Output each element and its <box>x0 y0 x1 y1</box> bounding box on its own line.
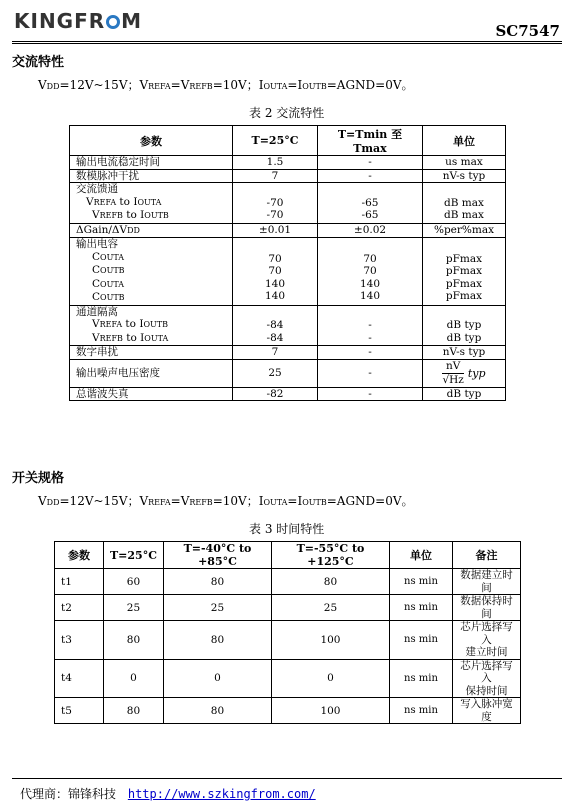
col-header-t125: T=-55°C to +125°C <box>271 542 389 569</box>
trange-cell <box>318 223 423 238</box>
note-cell <box>452 698 520 724</box>
table2-caption: 表 2 交流特性 <box>249 106 325 120</box>
table-row <box>70 346 506 360</box>
t25-cell-line <box>239 240 311 253</box>
trange-cell-line: - <box>368 366 372 379</box>
t85-cell: 0 <box>163 659 271 698</box>
unit-cell-line <box>429 184 499 197</box>
t25-cell <box>233 238 318 306</box>
t85-cell: 80 <box>163 621 271 660</box>
param-cell-line: 输出电容 <box>76 238 118 250</box>
param-cell <box>70 156 233 170</box>
param-cell-line: 输出噪声电压密度 <box>76 366 160 379</box>
param-cell-line: VREFA to IOUTA <box>86 195 162 208</box>
trange-cell <box>318 359 423 387</box>
t125-cell: 25 <box>271 595 389 621</box>
param-cell-line: 数字串扰 <box>76 346 118 358</box>
trange-cell-line: - <box>368 387 372 400</box>
trange-cell <box>318 238 423 306</box>
unit-cell <box>423 346 506 360</box>
t25-cell <box>233 305 318 346</box>
note-cell-line: 写入脉冲宽度 <box>460 698 513 723</box>
table-row <box>55 698 521 724</box>
t25-cell-line: 1.5 <box>266 156 284 168</box>
t25-cell-line: 25 <box>268 366 282 379</box>
param-cell-line: VREFB to IOUTB <box>92 209 169 221</box>
trange-cell-line: - <box>368 331 372 344</box>
param-cell: t4 <box>55 659 104 698</box>
t25-cell-line: -70 <box>266 209 284 221</box>
header-rule-2 <box>12 43 562 44</box>
t25-cell-line: 140 <box>264 290 286 302</box>
unit-cell-line: us max <box>445 156 483 168</box>
t25-cell-line: 70 <box>268 252 282 265</box>
note-cell <box>452 659 520 698</box>
unit-cell <box>423 169 506 183</box>
t125-cell: 0 <box>271 659 389 698</box>
param-cell: t5 <box>55 698 104 724</box>
trange-cell <box>318 305 423 346</box>
t25-cell-line: 7 <box>271 169 279 182</box>
table-row <box>70 156 506 170</box>
param-cell-line: 交流馈通 <box>76 183 118 195</box>
trange-cell-line: 70 <box>363 265 377 277</box>
t25-cell <box>233 346 318 360</box>
trange-cell <box>318 183 423 224</box>
note-cell <box>452 621 520 660</box>
t25-cell-line: 140 <box>264 277 286 290</box>
unit-cell-line: nV-s typ <box>442 169 486 182</box>
param-cell <box>70 223 233 238</box>
param-cell-line: 通道隔离 <box>76 305 118 318</box>
param-cell: t3 <box>55 621 104 660</box>
param-cell <box>70 183 233 224</box>
agent-label: 代理商：锦锋科技 <box>20 787 117 801</box>
t25-cell <box>233 169 318 183</box>
param-cell-line: COUTB <box>92 264 125 276</box>
t25-cell-line <box>239 307 311 320</box>
table-row <box>70 359 506 387</box>
ac-conditions: VDD=12V~15V；VREFA=VREFB=10V；IOUTA=IOUTB=AGND=0V。 <box>38 78 414 92</box>
t25-cell-line: -84 <box>266 319 284 331</box>
unit-cell-line: dB max <box>444 209 484 221</box>
unit-cell-line: dB max <box>444 196 484 209</box>
t25-cell <box>233 183 318 224</box>
param-cell <box>70 387 233 401</box>
param-cell <box>70 169 233 183</box>
unit-cell: ns min <box>389 621 452 660</box>
t25-cell-line: 70 <box>268 265 282 277</box>
table-row <box>70 387 506 401</box>
t25-cell: 25 <box>104 595 164 621</box>
param-cell: t1 <box>55 569 104 595</box>
table-row <box>55 595 521 621</box>
table-row <box>55 621 521 660</box>
t25-cell-line: -70 <box>266 196 284 209</box>
t25-cell-line: -82 <box>266 387 284 400</box>
t25-cell <box>233 156 318 170</box>
trange-cell <box>318 169 423 183</box>
trange-cell-line: 140 <box>359 290 381 302</box>
t25-cell: 60 <box>104 569 164 595</box>
param-cell-line: COUTA <box>92 250 125 263</box>
trange-cell <box>318 387 423 401</box>
unit-cell <box>423 359 506 387</box>
note-cell <box>452 569 520 595</box>
param-cell <box>70 346 233 360</box>
table3-caption: 表 3 时间特性 <box>249 522 325 536</box>
unit-cell-line: pFmax <box>445 265 483 277</box>
unit-cell-line: pFmax <box>445 252 483 265</box>
logo-ring-icon <box>106 15 120 29</box>
trange-cell-line <box>324 240 416 253</box>
unit-cell-line: dB typ <box>446 387 482 400</box>
note-cell <box>452 595 520 621</box>
unit-cell <box>423 183 506 224</box>
trange-cell-line: - <box>368 156 372 168</box>
footer <box>20 785 316 802</box>
t85-cell: 80 <box>163 698 271 724</box>
unit-cell-line: %per%max <box>433 224 495 236</box>
trange-cell <box>318 346 423 360</box>
part-number: SC7547 <box>495 22 560 40</box>
unit-cell <box>423 238 506 306</box>
param-cell-line: 输出电流稳定时间 <box>76 156 160 168</box>
unit-numerator: nV <box>442 360 463 374</box>
t25-cell <box>233 223 318 238</box>
trange-cell-line: ±0.02 <box>353 224 387 236</box>
trange-cell-line: -65 <box>361 209 379 221</box>
switch-conditions: VDD=12V~15V；VREFA=VREFB=10V；IOUTA=IOUTB=AGND=0V。 <box>38 494 414 508</box>
t25-cell-line: 7 <box>271 346 279 358</box>
unit-cell: ns min <box>389 698 452 724</box>
unit-cell: ns min <box>389 569 452 595</box>
unit-suffix: typ <box>467 366 486 380</box>
trange-cell-line: - <box>368 319 372 331</box>
trange-cell-line: - <box>368 169 372 182</box>
note-cell-line: 芯片选择写入 <box>460 659 513 684</box>
header-rule <box>12 41 562 42</box>
t25-cell <box>233 359 318 387</box>
trange-cell-line: -65 <box>361 196 379 209</box>
table-row <box>55 659 521 698</box>
t125-cell: 100 <box>271 621 389 660</box>
param-cell-line: 数模脉冲干扰 <box>76 169 139 182</box>
unit-cell <box>423 223 506 238</box>
param-cell <box>70 359 233 387</box>
timing-table <box>54 541 521 724</box>
param-cell-line: COUTB <box>92 291 125 303</box>
t25-cell: 0 <box>104 659 164 698</box>
table-row <box>70 238 506 306</box>
unit-cell-line: dB typ <box>446 331 482 344</box>
trange-cell <box>318 156 423 170</box>
unit-cell: ns min <box>389 595 452 621</box>
param-cell-line: VREFA to IOUTB <box>92 318 168 330</box>
t85-cell: 25 <box>163 595 271 621</box>
unit-cell-line: dB typ <box>446 319 482 331</box>
note-cell-line: 数据建立时间 <box>460 569 513 594</box>
trange-cell-line <box>324 307 416 320</box>
unit-cell-line <box>429 307 499 320</box>
trange-cell-line: 140 <box>359 277 381 290</box>
t25-cell-line <box>239 184 311 197</box>
col-header-trange: T=Tmin 至 Tmax <box>318 126 423 156</box>
logo-text: KINGFR M <box>14 9 143 33</box>
param-cell-line: ΔGain/ΔVDD <box>76 223 140 236</box>
param-cell <box>70 238 233 306</box>
t25-cell <box>233 387 318 401</box>
note-cell-line: 建立时间 <box>465 646 508 658</box>
table-header-row <box>55 542 521 569</box>
col-header-t25: T=25°C <box>233 126 318 156</box>
col-header-unit: 单位 <box>423 126 506 156</box>
col-header-param: 参数 <box>70 126 233 156</box>
t25-cell: 80 <box>104 698 164 724</box>
param-cell-line: COUTA <box>92 277 125 290</box>
ac-characteristics-table <box>69 125 506 401</box>
note-cell-line: 数据保持时间 <box>460 595 513 620</box>
company-logo <box>14 9 142 33</box>
unit-cell-line <box>429 240 499 253</box>
unit-cell <box>423 156 506 170</box>
unit-cell <box>423 387 506 401</box>
t25-cell: 80 <box>104 621 164 660</box>
trange-cell-line <box>324 184 416 197</box>
unit-cell-line: pFmax <box>445 277 483 290</box>
table-row <box>70 305 506 346</box>
table-row <box>55 569 521 595</box>
col-header-note: 备注 <box>452 542 520 569</box>
t125-cell: 100 <box>271 698 389 724</box>
param-cell <box>70 305 233 346</box>
table-row <box>70 183 506 224</box>
t25-cell-line: -84 <box>266 331 284 344</box>
unit-cell-line: pFmax <box>445 290 483 302</box>
note-cell-line: 保持时间 <box>465 684 508 697</box>
website-link[interactable]: http://www.szkingfrom.com/ <box>127 787 316 801</box>
footer-rule <box>12 778 562 779</box>
param-cell-line: 总谐波失真 <box>76 387 129 400</box>
t125-cell: 80 <box>271 569 389 595</box>
trange-cell-line: - <box>368 346 372 358</box>
t25-cell-line: ±0.01 <box>258 224 292 236</box>
table-row <box>70 169 506 183</box>
param-cell-line: VREFB to IOUTA <box>92 331 169 344</box>
col-header-param: 参数 <box>55 542 104 569</box>
section-title-ac: 交流特性 <box>12 55 65 70</box>
note-cell-line: 芯片选择写入 <box>460 621 513 646</box>
unit-cell <box>423 305 506 346</box>
unit-denominator: √Hz <box>442 373 464 386</box>
unit-cell-line: nV-s typ <box>442 346 486 358</box>
table-header-row <box>70 126 506 156</box>
col-header-unit: 单位 <box>389 542 452 569</box>
table-row <box>70 223 506 238</box>
param-cell: t2 <box>55 595 104 621</box>
col-header-t25: T=25°C <box>104 542 164 569</box>
section-title-switch: 开关规格 <box>12 471 65 486</box>
unit-cell: ns min <box>389 659 452 698</box>
t85-cell: 80 <box>163 569 271 595</box>
trange-cell-line: 70 <box>363 252 377 265</box>
col-header-t85: T=-40°C to +85°C <box>163 542 271 569</box>
